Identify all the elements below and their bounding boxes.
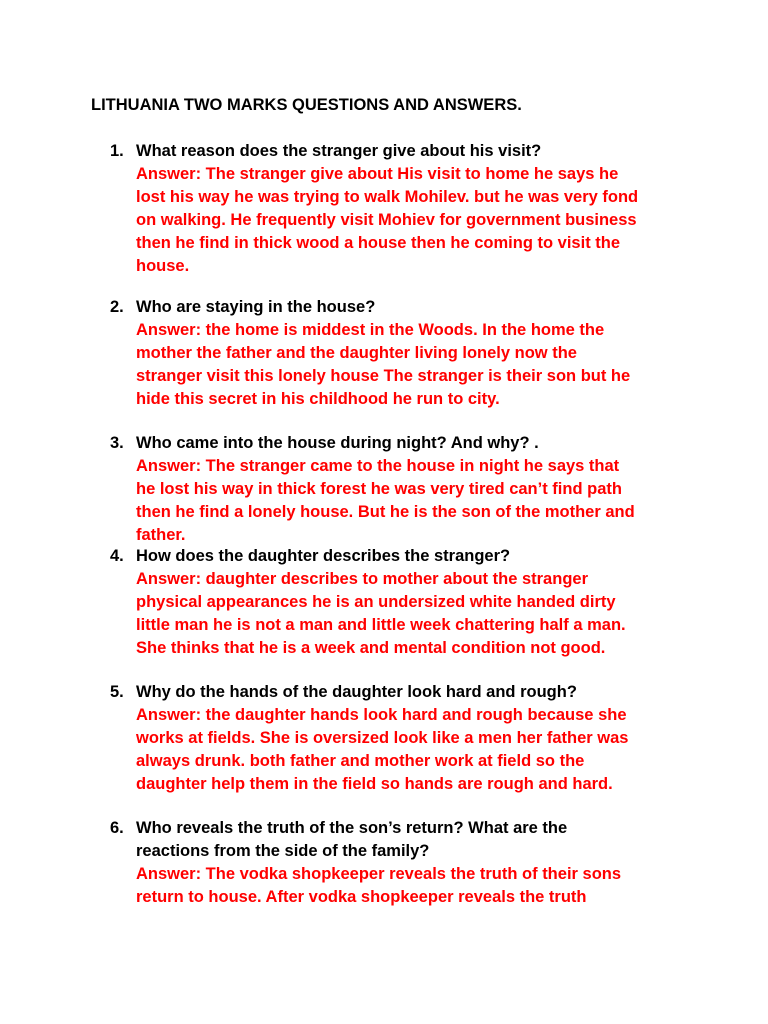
answer-line: always drunk. both father and mother work at field so the: [136, 752, 585, 770]
answer-2: [136, 319, 710, 411]
qa-item-2: [110, 296, 710, 411]
answer-line: house.: [136, 257, 190, 275]
answer-3: [136, 455, 710, 547]
answer-line: Answer: The vodka shopkeeper reveals the truth of their sons: [136, 865, 622, 883]
question-text: reactions from the side of the family?: [136, 842, 430, 860]
answer-1: [136, 163, 710, 278]
question-6: [110, 817, 710, 863]
document-title: LITHUANIA TWO MARKS QUESTIONS AND ANSWERS.: [91, 96, 522, 114]
answer-line: physical appearances he is an undersized white handed dirty: [136, 593, 616, 611]
answer-line: Answer: the home is middest in the Woods. In the home the: [136, 321, 605, 339]
answer-line: mother the father and the daughter living lonely now the: [136, 344, 577, 362]
answer-line: little man he is not a man and little week chattering half a man.: [136, 616, 626, 634]
answer-6: [136, 863, 710, 909]
question-text: Who came into the house during night? And why? .: [136, 434, 539, 452]
answer-line: then he find a lonely house. But he is the son of the mother and: [136, 503, 635, 521]
answer-line: Answer: The stranger came to the house in night he says that: [136, 457, 620, 475]
answer-line: he lost his way in thick forest he was very tired can’t find path: [136, 480, 622, 498]
answer-line: father.: [136, 526, 186, 544]
answer-line: Answer: daughter describes to mother about the stranger: [136, 570, 588, 588]
answer-line: hide this secret in his childhood he run to city.: [136, 390, 500, 408]
answer-line: then he find in thick wood a house then he coming to visit the: [136, 234, 621, 252]
question-5: [110, 681, 710, 704]
qa-item-6: [110, 817, 710, 909]
question-text: Why do the hands of the daughter look hard and rough?: [136, 683, 577, 701]
qa-item-5: [110, 681, 710, 796]
question-3: [110, 432, 710, 455]
question-number: 3.: [110, 434, 124, 452]
answer-line: She thinks that he is a week and mental condition not good.: [136, 639, 606, 657]
question-number: 2.: [110, 298, 124, 316]
answer-line: stranger visit this lonely house The stranger is their son but he: [136, 367, 631, 385]
question-number: 6.: [110, 819, 124, 837]
question-2: [110, 296, 710, 319]
answer-4: [136, 568, 710, 660]
answer-5: [136, 704, 710, 796]
qa-item-3: [110, 432, 710, 547]
answer-line: return to house. After vodka shopkeeper reveals the truth: [136, 888, 587, 906]
answer-line: on walking. He frequently visit Mohiev for government business: [136, 211, 637, 229]
question-number: 5.: [110, 683, 124, 701]
qa-item-1: [110, 140, 710, 278]
question-number: 4.: [110, 547, 124, 565]
question-text: What reason does the stranger give about his visit?: [136, 142, 542, 160]
answer-line: daughter help them in the field so hands are rough and hard.: [136, 775, 613, 793]
question-text: Who reveals the truth of the son’s return? What are the: [136, 819, 568, 837]
question-text: How does the daughter describes the stranger?: [136, 547, 511, 565]
answer-line: Answer: the daughter hands look hard and rough because she: [136, 706, 627, 724]
qa-item-4: [110, 545, 710, 660]
answer-line: works at fields. She is oversized look like a men her father was: [136, 729, 629, 747]
answer-line: lost his way he was trying to walk Mohilev. but he was very fond: [136, 188, 639, 206]
answer-line: Answer: The stranger give about His visit to home he says he: [136, 165, 619, 183]
question-4: [110, 545, 710, 568]
question-text: Who are staying in the house?: [136, 298, 376, 316]
question-number: 1.: [110, 142, 124, 160]
question-1: [110, 140, 710, 163]
